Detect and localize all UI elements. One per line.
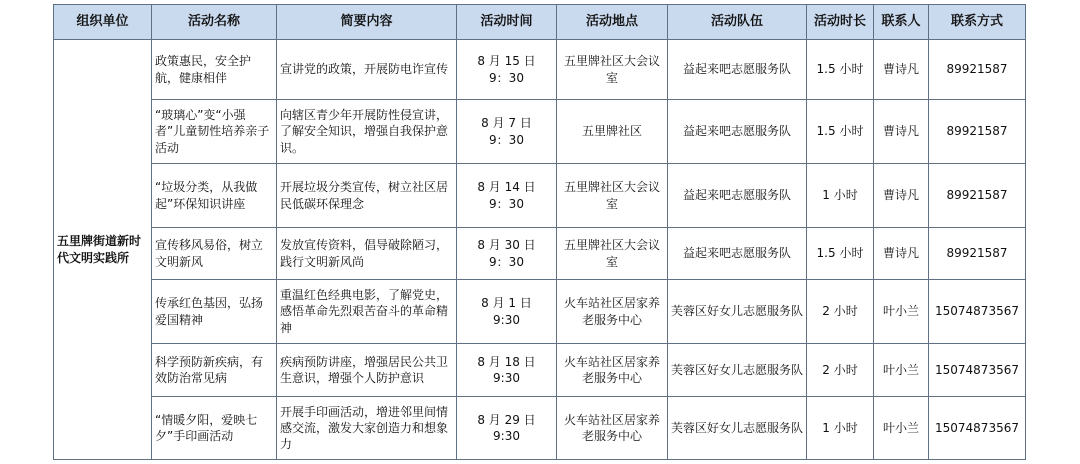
time-cell [457,228,557,280]
contact-cell: 叶小兰 [874,280,929,344]
time-text: 9：30 [489,132,524,147]
header-content: 简要内容 [277,5,457,40]
duration-cell: 1 小时 [807,164,874,228]
team-cell: 芙蓉区好女儿志愿服务队 [668,280,807,344]
phone-cell: 89921587 [929,40,1026,100]
content-cell: 开展手印画活动，增进邻里间情感交流，激发大家创造力和想象力 [277,397,457,460]
header-phone: 联系方式 [929,5,1026,40]
duration-cell: 1.5 小时 [807,228,874,280]
contact-cell: 叶小兰 [874,397,929,460]
time-text: 9：30 [489,70,524,85]
time-text: 9:30 [493,429,520,443]
date-text: 8 月 18 日 [477,354,536,369]
phone-cell: 89921587 [929,164,1026,228]
header-organizer: 组织单位 [54,5,152,40]
date-text: 8 月 7 日 [481,116,532,131]
content-cell: 宣讲党的政策，开展防电诈宣传 [277,40,457,100]
content-cell: 疾病预防讲座，增强居民公共卫生意识，增强个人防护意识 [277,344,457,397]
organizer-cell: 五里牌街道新时代文明实践所 [54,40,152,460]
duration-cell: 1 小时 [807,397,874,460]
activity-name-cell: 传承红色基因，弘扬爱国精神 [152,280,277,344]
place-cell: 火车站社区居家养老服务中心 [557,280,668,344]
table-row [54,280,1026,344]
duration-cell: 2 小时 [807,344,874,397]
duration-cell: 1.5 小时 [807,40,874,100]
place-cell: 五里牌社区大会议室 [557,228,668,280]
header-team: 活动队伍 [668,5,807,40]
team-cell: 芙蓉区好女儿志愿服务队 [668,344,807,397]
team-cell: 芙蓉区好女儿志愿服务队 [668,397,807,460]
activity-name-cell: “垃圾分类，从我做起”环保知识讲座 [152,164,277,228]
table-row [54,397,1026,460]
table-row [54,100,1026,164]
contact-cell: 曹诗凡 [874,100,929,164]
table-row [54,228,1026,280]
place-cell: 火车站社区居家养老服务中心 [557,344,668,397]
table-row [54,164,1026,228]
team-cell: 益起来吧志愿服务队 [668,164,807,228]
contact-cell: 曹诗凡 [874,228,929,280]
phone-cell: 89921587 [929,228,1026,280]
phone-cell: 15074873567 [929,344,1026,397]
date-text: 8 月 30 日 [477,238,536,253]
place-cell: 五里牌社区 [557,100,668,164]
header-row [54,5,1026,40]
place-cell: 五里牌社区大会议室 [557,40,668,100]
time-cell [457,100,557,164]
contact-cell: 曹诗凡 [874,164,929,228]
activity-name-cell: “玻璃心”变“小强者”儿童韧性培养亲子活动 [152,100,277,164]
phone-cell: 15074873567 [929,280,1026,344]
time-cell [457,344,557,397]
time-cell [457,397,557,460]
time-text: 9：30 [489,254,524,269]
phone-cell: 15074873567 [929,397,1026,460]
time-text: 9:30 [493,312,520,327]
activity-table [53,4,1026,460]
contact-cell: 曹诗凡 [874,40,929,100]
content-cell: 重温红色经典电影，了解党史，感悟革命先烈艰苦奋斗的革命精神 [277,280,457,344]
content-cell: 发放宣传资料，倡导破除陋习，践行文明新风尚 [277,228,457,280]
date-text: 8 月 1 日 [481,296,532,311]
content-cell: 开展垃圾分类宣传，树立社区居民低碳环保理念 [277,164,457,228]
table-row [54,40,1026,100]
place-cell: 五里牌社区大会议室 [557,164,668,228]
duration-cell: 2 小时 [807,280,874,344]
header-duration: 活动时长 [807,5,874,40]
date-text: 8 月 15 日 [477,54,536,69]
date-text: 8 月 29 日 [477,412,536,427]
header-activity-name: 活动名称 [152,5,277,40]
time-text: 9：30 [489,196,524,211]
time-cell [457,164,557,228]
team-cell: 益起来吧志愿服务队 [668,228,807,280]
time-cell [457,280,557,344]
activity-name-cell: 宣传移风易俗，树立文明新风 [152,228,277,280]
activity-name-cell: “情暖夕阳，爱映七夕”手印画活动 [152,397,277,460]
header-time: 活动时间 [457,5,557,40]
team-cell: 益起来吧志愿服务队 [668,40,807,100]
activity-name-cell: 政策惠民，安全护航，健康相伴 [152,40,277,100]
time-cell [457,40,557,100]
contact-cell: 叶小兰 [874,344,929,397]
date-text: 8 月 14 日 [477,180,536,195]
place-cell: 火车站社区居家养老服务中心 [557,397,668,460]
duration-cell: 1.5 小时 [807,100,874,164]
content-cell: 向辖区青少年开展防性侵宣讲，了解安全知识，增强自我保护意识。 [277,100,457,164]
time-text: 9:30 [493,371,520,385]
table-row [54,344,1026,397]
phone-cell: 89921587 [929,100,1026,164]
header-contact: 联系人 [874,5,929,40]
team-cell: 益起来吧志愿服务队 [668,100,807,164]
header-place: 活动地点 [557,5,668,40]
activity-name-cell: 科学预防新疾病，有效防治常见病 [152,344,277,397]
